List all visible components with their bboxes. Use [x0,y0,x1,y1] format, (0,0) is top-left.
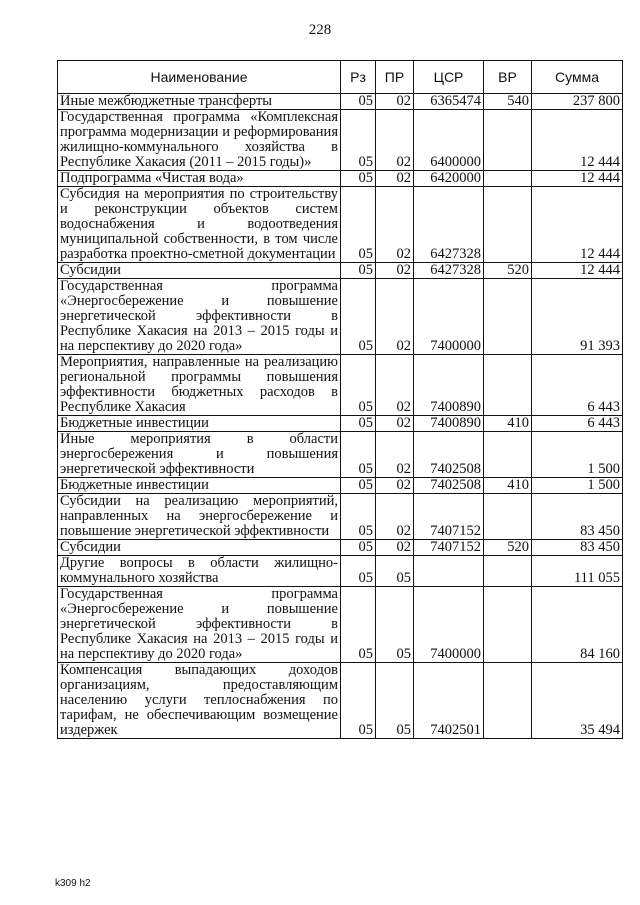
row-pr-cell: 02 [376,540,414,556]
row-vr-cell [484,663,532,739]
row-csr-cell: 6427328 [414,187,484,263]
header-csr: ЦСР [414,61,484,94]
row-pr-cell: 02 [376,478,414,494]
row-csr-cell: 7400890 [414,416,484,432]
row-name-cell: Государственная программа «Комплексная программа модернизации и реформирования жилищно-коммунального хозяйства в Республике Хакасия (2011 – 2015 годы)» [58,110,341,171]
table-row [58,171,623,187]
row-vr-cell [484,279,532,355]
row-vr-cell [484,187,532,263]
row-pr-cell: 02 [376,263,414,279]
row-csr-cell: 7402508 [414,478,484,494]
table-row [58,187,623,263]
row-vr-cell: 410 [484,416,532,432]
table-row [58,494,623,540]
row-rz-cell: 05 [341,355,376,416]
table-row [58,556,623,587]
header-vr: ВР [484,61,532,94]
row-rz-cell: 05 [341,279,376,355]
row-pr-cell: 02 [376,494,414,540]
footer-code: k309 h2 [55,878,91,889]
row-sum-cell: 12 444 [532,110,623,171]
row-name-cell: Бюджетные инвестиции [58,478,341,494]
row-pr-cell: 02 [376,171,414,187]
row-name-cell: Компенсация выпадающих доходов организациям, предоставляющим населению услуги теплоснабжения по тарифам, не обеспечивающим возмещение издержек [58,663,341,739]
row-rz-cell: 05 [341,494,376,540]
table-body [58,94,623,739]
row-rz-cell: 05 [341,94,376,110]
row-vr-cell [484,587,532,663]
row-rz-cell: 05 [341,110,376,171]
row-sum-cell: 12 444 [532,263,623,279]
row-pr-cell: 02 [376,187,414,263]
row-sum-cell: 12 444 [532,187,623,263]
table-header-row [58,61,623,94]
row-csr-cell: 7402508 [414,432,484,478]
table-row [58,663,623,739]
row-name-cell: Субсидии на реализацию мероприятий, направленных на энергосбережение и повышение энергетической эффективности [58,494,341,540]
page-number: 228 [308,22,332,38]
row-sum-cell: 6 443 [532,416,623,432]
row-name-cell: Государственная программа «Энергосбережение и повышение энергетической эффективности в Республике Хакасия на 2013 – 2015 годы и на перспективу до 2020 года» [58,587,341,663]
row-name-cell: Подпрограмма «Чистая вода» [58,171,341,187]
row-rz-cell: 05 [341,263,376,279]
table-row [58,355,623,416]
row-csr-cell: 7400890 [414,355,484,416]
row-csr-cell: 6427328 [414,263,484,279]
row-pr-cell: 02 [376,279,414,355]
row-name-cell: Бюджетные инвестиции [58,416,341,432]
row-sum-cell: 83 450 [532,494,623,540]
row-vr-cell: 520 [484,540,532,556]
row-csr-cell: 7400000 [414,279,484,355]
row-csr-cell: 6420000 [414,171,484,187]
row-rz-cell: 05 [341,432,376,478]
row-rz-cell: 05 [341,587,376,663]
row-vr-cell [484,556,532,587]
table-row [58,279,623,355]
row-csr-cell [414,556,484,587]
row-csr-cell: 7402501 [414,663,484,739]
row-rz-cell: 05 [341,556,376,587]
row-vr-cell: 520 [484,263,532,279]
row-vr-cell [484,110,532,171]
table-row [58,94,623,110]
row-sum-cell: 237 800 [532,94,623,110]
row-vr-cell [484,432,532,478]
table-row [58,263,623,279]
table-row [58,416,623,432]
row-rz-cell: 05 [341,540,376,556]
row-rz-cell: 05 [341,478,376,494]
row-sum-cell: 12 444 [532,171,623,187]
budget-table [57,60,623,739]
row-name-cell: Субсидии [58,540,341,556]
row-sum-cell: 91 393 [532,279,623,355]
row-vr-cell: 540 [484,94,532,110]
row-pr-cell: 02 [376,416,414,432]
row-pr-cell: 02 [376,94,414,110]
row-pr-cell: 02 [376,355,414,416]
table-row [58,110,623,171]
row-name-cell: Иные мероприятия в области энергосбережения и повышения энергетической эффективности [58,432,341,478]
row-name-cell: Другие вопросы в области жилищно-коммунального хозяйства [58,556,341,587]
row-csr-cell: 6400000 [414,110,484,171]
row-vr-cell [484,355,532,416]
row-csr-cell: 7407152 [414,540,484,556]
row-pr-cell: 05 [376,556,414,587]
row-name-cell: Государственная программа «Энергосбережение и повышение энергетической эффективности в Республике Хакасия на 2013 – 2015 годы и на перспективу до 2020 года» [58,279,341,355]
row-sum-cell: 35 494 [532,663,623,739]
row-vr-cell: 410 [484,478,532,494]
row-sum-cell: 111 055 [532,556,623,587]
header-pr: ПР [376,61,414,94]
row-pr-cell: 02 [376,432,414,478]
table-row [58,432,623,478]
row-sum-cell: 1 500 [532,432,623,478]
header-sum: Сумма [532,61,623,94]
table-row [58,587,623,663]
row-name-cell: Мероприятия, направленные на реализацию региональной программы повышения эффективности бюджетных расходов в Республике Хакасия [58,355,341,416]
row-name-cell: Иные межбюджетные трансферты [58,94,341,110]
row-rz-cell: 05 [341,171,376,187]
row-sum-cell: 1 500 [532,478,623,494]
row-rz-cell: 05 [341,187,376,263]
header-rz: Рз [341,61,376,94]
row-sum-cell: 84 160 [532,587,623,663]
row-sum-cell: 6 443 [532,355,623,416]
row-vr-cell [484,171,532,187]
row-rz-cell: 05 [341,663,376,739]
row-csr-cell: 7407152 [414,494,484,540]
row-rz-cell: 05 [341,416,376,432]
row-pr-cell: 02 [376,110,414,171]
row-pr-cell: 05 [376,663,414,739]
row-sum-cell: 83 450 [532,540,623,556]
row-name-cell: Субсидии [58,263,341,279]
table-row [58,478,623,494]
row-csr-cell: 6365474 [414,94,484,110]
row-csr-cell: 7400000 [414,587,484,663]
row-name-cell: Субсидия на мероприятия по строительству и реконструкции объектов систем водоснабжения и водоотведения муниципальной собственности, в том числе разработка проектно-сметной документации [58,187,341,263]
row-vr-cell [484,494,532,540]
table-row [58,540,623,556]
header-name: Наименование [58,61,341,94]
row-pr-cell: 05 [376,587,414,663]
